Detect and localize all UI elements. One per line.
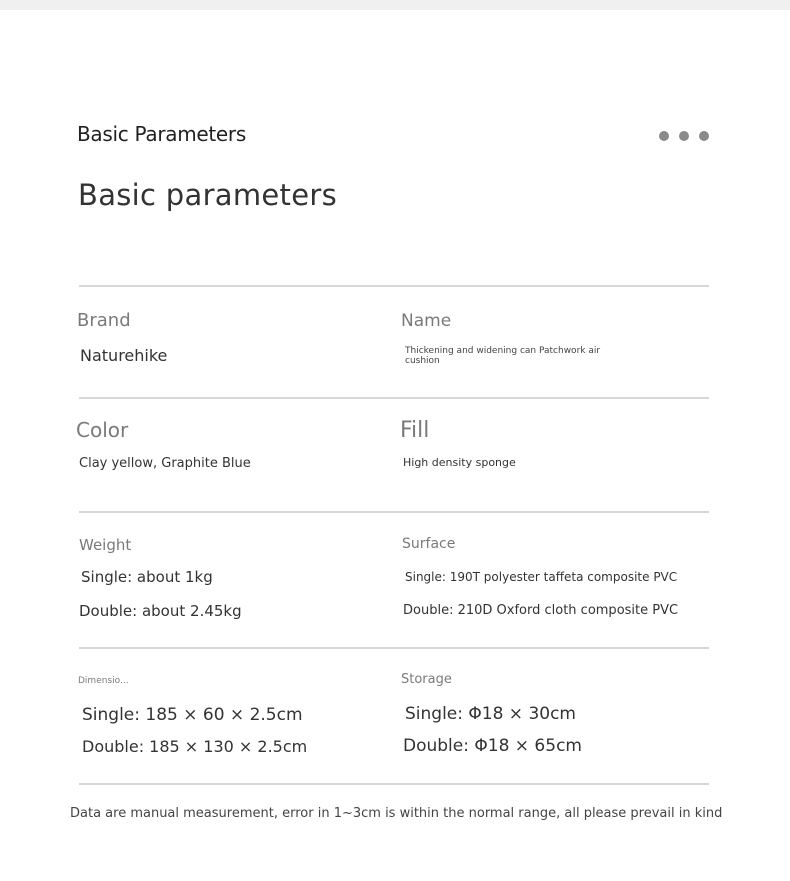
section-header-title: Basic Parameters bbox=[77, 122, 246, 146]
color-label: Color bbox=[76, 418, 129, 442]
surface-label: Surface bbox=[402, 536, 456, 552]
dimensions-label: Dimensio... bbox=[78, 676, 129, 686]
color-value: Clay yellow, Graphite Blue bbox=[79, 456, 251, 471]
weight-label: Weight bbox=[79, 536, 132, 554]
dot-icon bbox=[659, 131, 669, 141]
name-value-line: Thickening and widening can Patchwork air bbox=[405, 346, 601, 356]
dimensions-double-value: Double: 185 × 130 × 2.5cm bbox=[82, 737, 308, 756]
weight-double-value: Double: about 2.45kg bbox=[79, 602, 242, 620]
divider bbox=[79, 285, 709, 287]
dot-icon bbox=[679, 131, 689, 141]
divider bbox=[79, 783, 709, 785]
surface-double-value: Double: 210D Oxford cloth composite PVC bbox=[403, 603, 679, 618]
divider bbox=[79, 511, 709, 513]
surface-single-value: Single: 190T polyester taffeta composite PVC bbox=[405, 570, 678, 584]
page-title: Basic parameters bbox=[78, 178, 338, 212]
storage-double-value: Double: Φ18 × 65cm bbox=[403, 736, 582, 756]
divider bbox=[79, 647, 709, 649]
fill-value: High density sponge bbox=[403, 456, 516, 469]
name-value bbox=[405, 346, 600, 366]
dimensions-single-value: Single: 185 × 60 × 2.5cm bbox=[82, 705, 303, 725]
fill-label: Fill bbox=[400, 418, 430, 443]
storage-single-value: Single: Φ18 × 30cm bbox=[405, 704, 576, 724]
top-bar bbox=[0, 0, 790, 10]
name-label: Name bbox=[401, 311, 452, 331]
dot-icon bbox=[699, 131, 709, 141]
divider bbox=[79, 397, 709, 399]
more-dots-icon bbox=[659, 131, 709, 141]
weight-single-value: Single: about 1kg bbox=[81, 568, 213, 586]
brand-value: Naturehike bbox=[80, 346, 168, 365]
name-value-line: cushion bbox=[405, 356, 440, 366]
storage-label: Storage bbox=[401, 672, 452, 687]
footnote: Data are manual measurement, error in 1~3cm is within the normal range, all please prevail in kind bbox=[70, 806, 723, 821]
brand-label: Brand bbox=[77, 310, 131, 331]
